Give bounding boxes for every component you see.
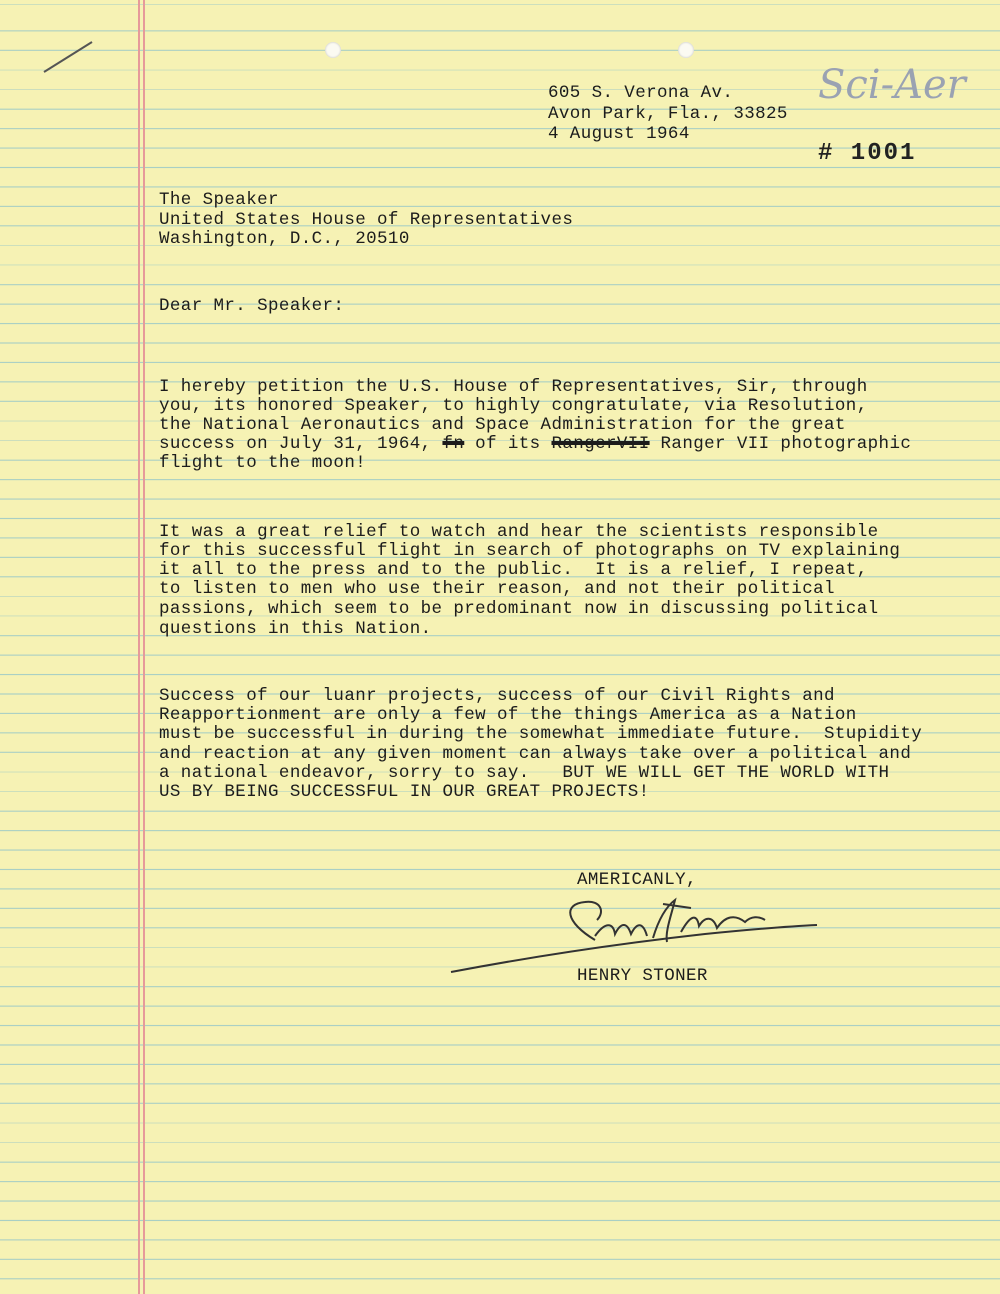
handwritten-note: Sci-Aer bbox=[818, 62, 966, 108]
paragraph-3-line: and reaction at any given moment can always take over a political and bbox=[159, 744, 912, 764]
paragraph-1-line-4 bbox=[159, 434, 911, 454]
paragraph-1-line: I hereby petition the U.S. House of Representatives, Sir, through bbox=[159, 377, 868, 397]
paragraph-1-text: Ranger VII photographic bbox=[649, 434, 912, 454]
salutation: Dear Mr. Speaker: bbox=[159, 296, 345, 316]
sender-address-line-2: Avon Park, Fla., 33825 bbox=[548, 104, 788, 124]
sender-address-line-1: 605 S. Verona Av. bbox=[548, 83, 734, 103]
paragraph-2-line: questions in this Nation. bbox=[159, 619, 432, 639]
paragraph-3-line: Success of our luanr projects, success of our Civil Rights and bbox=[159, 686, 835, 706]
recipient-line-3: Washington, D.C., 20510 bbox=[159, 229, 410, 249]
paragraph-2-line: for this successful flight in search of photographs on TV explaining bbox=[159, 541, 901, 561]
paragraph-3-line: must be successful in during the somewhat immediate future. Stupidity bbox=[159, 724, 923, 744]
paragraph-2-line: It was a great relief to watch and hear the scientists responsible bbox=[159, 522, 879, 542]
paragraph-1-line: you, its honored Speaker, to highly congratulate, via Resolution, bbox=[159, 396, 868, 416]
document-number: # 1001 bbox=[818, 140, 917, 167]
paragraph-3-line: Reapportionment are only a few of the things America as a Nation bbox=[159, 705, 857, 725]
struck-text: fn bbox=[442, 434, 465, 454]
paragraph-3-line: a national endeavor, sorry to say. BUT WE WILL GET THE WORLD WITH bbox=[159, 763, 890, 783]
margin-line-right bbox=[143, 0, 145, 1294]
punch-hole-right bbox=[678, 42, 694, 58]
paragraph-3-line: US BY BEING SUCCESSFUL IN OUR GREAT PROJECTS! bbox=[159, 782, 650, 802]
paragraph-2-line: it all to the press and to the public. It is a relief, I repeat, bbox=[159, 560, 868, 580]
paragraph-1-text: success on July 31, 1964, bbox=[159, 434, 443, 454]
paragraph-1-line: the National Aeronautics and Space Administration for the great bbox=[159, 415, 846, 435]
recipient-line-2: United States House of Representatives bbox=[159, 210, 574, 230]
paragraph-1-line: flight to the moon! bbox=[159, 453, 367, 473]
margin-line-left bbox=[138, 0, 140, 1294]
paragraph-2-line: to listen to men who use their reason, and not their political bbox=[159, 579, 835, 599]
letter-date: 4 August 1964 bbox=[548, 124, 690, 144]
closing: AMERICANLY, bbox=[577, 870, 697, 890]
paragraph-1-text: of its bbox=[464, 434, 552, 454]
struck-text: RangerVII bbox=[551, 434, 650, 454]
pencil-mark-icon bbox=[40, 38, 100, 78]
signer-name: HENRY STONER bbox=[577, 966, 708, 986]
punch-hole-left bbox=[325, 42, 341, 58]
recipient-line-1: The Speaker bbox=[159, 190, 279, 210]
paragraph-2-line: passions, which seem to be predominant now in discussing political bbox=[159, 599, 879, 619]
